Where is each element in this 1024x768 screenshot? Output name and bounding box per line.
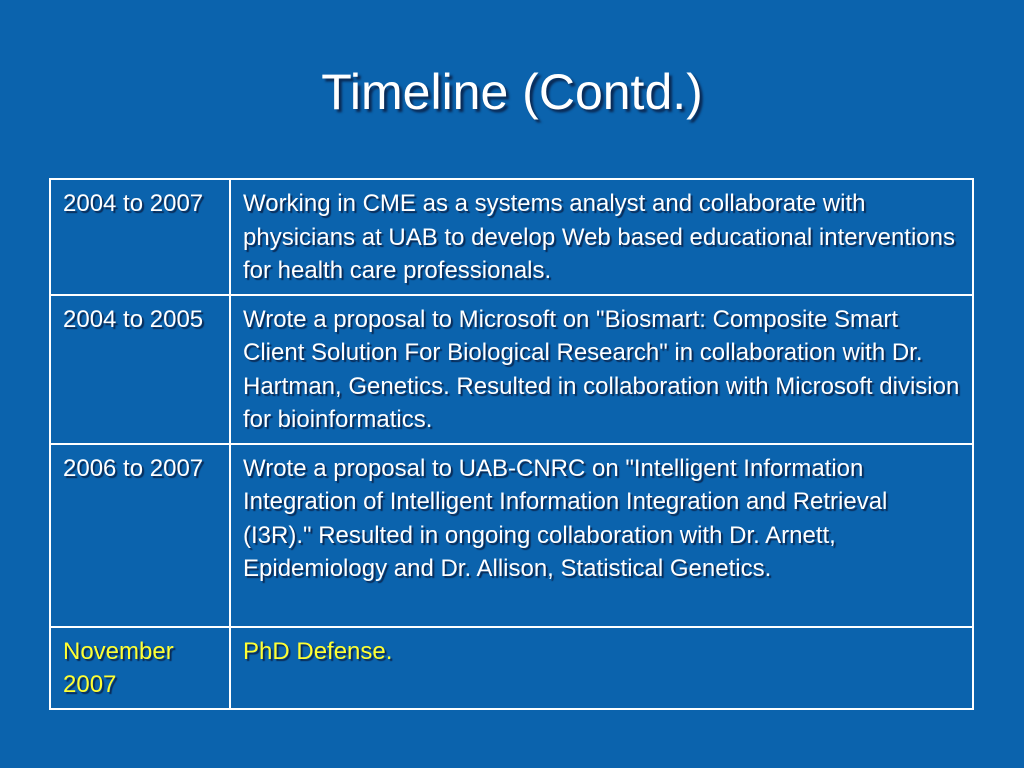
slide-title: Timeline (Contd.) — [321, 64, 703, 120]
timeline-description: PhD Defense. — [230, 627, 973, 709]
timeline-description: Working in CME as a systems analyst and collaborate with physicians at UAB to develop Web based educational interventions for health care professionals. — [230, 179, 973, 295]
timeline-description: Wrote a proposal to UAB-CNRC on "Intelligent Information Integration of Intelligent Information Integration and Retrieval (I3R)." Resulted in ongoing collaboration with Dr. Arnett, Epidemiology and Dr. Allison, Statistical Genetics. — [230, 444, 973, 627]
table-row — [50, 295, 973, 444]
table-row-highlighted — [50, 627, 973, 709]
table-row — [50, 179, 973, 295]
timeline-date: 2006 to 2007 — [50, 444, 230, 627]
timeline-date: 2004 to 2007 — [50, 179, 230, 295]
timeline-date: November 2007 — [50, 627, 230, 709]
timeline-table — [49, 178, 974, 710]
timeline-description: Wrote a proposal to Microsoft on "Biosmart: Composite Smart Client Solution For Biological Research" in collaboration with Dr. Hartman, Genetics. Resulted in collaboration with Microsoft division for bioinformatics. — [230, 295, 973, 444]
table-row — [50, 444, 973, 627]
timeline-date: 2004 to 2005 — [50, 295, 230, 444]
